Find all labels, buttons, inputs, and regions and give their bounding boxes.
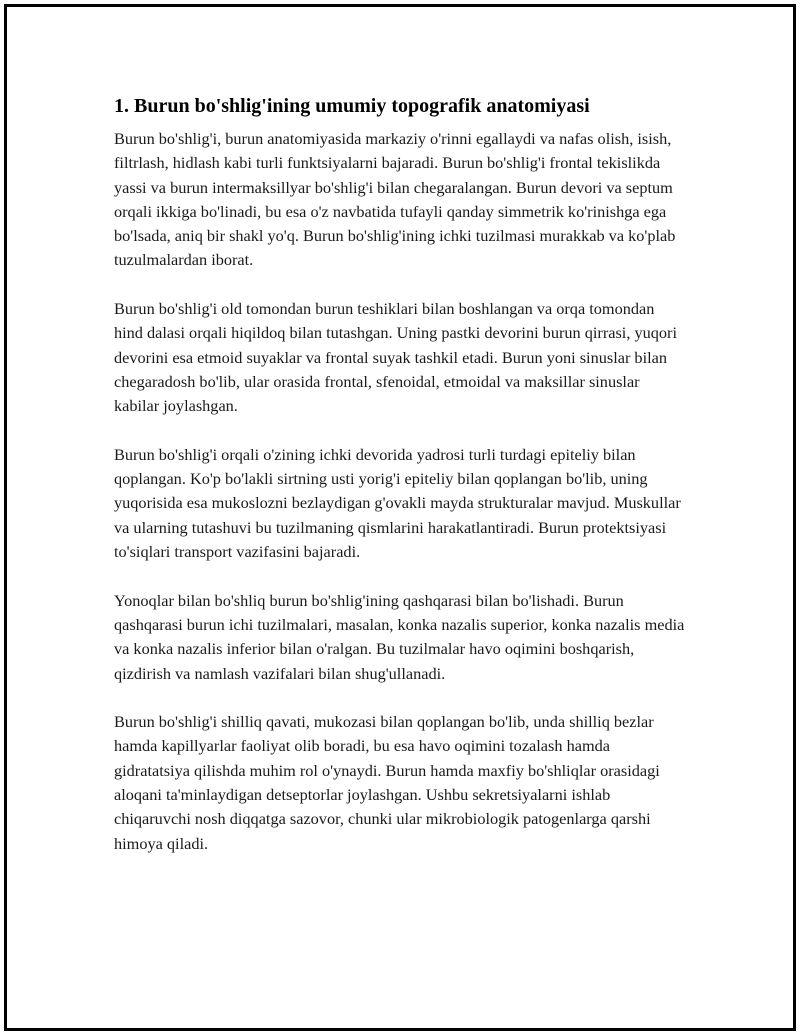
document-body — [114, 93, 686, 880]
section-heading: 1. Burun bo'shlig'ining umumiy topografik anatomiyasi — [114, 95, 590, 117]
paragraph-5: Burun bo'shlig'i shilliq qavati, mukozasi bilan qoplangan bo'lib, unda shilliq bezlar hamda kapillyarlar faoliyat olib boradi, bu esa havo oqimini tozalash hamda gidratatsiya qilishda muhim rol o'ynaydi. Burun hamda maxfiy bo'shliqlar orasidagi aloqani ta'minlaydigan detseptorlar joylashgan. Ushbu sekretsiyalarni ishlab chiqaruvchi nosh diqqatga sazovor, chunki ular mikrobiologik patogenlarga qarshi himoya qiladi. — [114, 712, 660, 853]
paragraph-3: Burun bo'shlig'i orqali o'zining ichki devorida yadrosi turli turdagi epiteliy bilan qoplangan. Ko'p bo'lakli sirtning usti yorig'i epiteliy bilan qoplangan bo'lib, uning yuqorisida esa mukoslozni bezlaydigan g'ovakli mayda strukturalar mavjud. Muskullar va ularning tutashuvi bu tuzilmaning qismlarini harakatlantiradi. Burun protektsiyasi to'siqlari transport vazifasini bajaradi. — [114, 444, 681, 562]
paragraph-1: Burun bo'shlig'i, burun anatomiyasida markaziy o'rinni egallaydi va nafas olish, isish, filtrlash, hidlash kabi turli funktsiyalarni bajaradi. Burun bo'shlig'i frontal tekislikda yassi va burun intermaksillyar bo'shlig'i bilan chegaralangan. Burun devori va septum orqali ikkiga bo'linadi, bu esa o'z navbatida tufayli qanday simmetrik ko'rinishga ega bo'lsada, aniq bir shakl yo'q. Burun bo'shlig'ining ichki tuzilmasi murakkab va ko'plab tuzulmalardan iborat. — [114, 129, 676, 270]
paragraph-2: Burun bo'shlig'i old tomondan burun teshiklari bilan boshlangan va orqa tomondan hind dalasi orqali hiqildoq bilan tutashgan. Uning pastki devorini burun qirrasi, yuqori devorini esa etmoid suyaklar va frontal suyak tashkil etadi. Burun yoni sinuslar bilan chegaradosh bo'lib, ular orasida frontal, sfenoidal, etmoidal va maksillar sinuslar kabilar joylashgan. — [114, 299, 677, 416]
paragraph-4: Yonoqlar bilan bo'shliq burun bo'shlig'ining qashqarasi bilan bo'lishadi. Burun qashqarasi burun ichi tuzilmalari, masalan, konka nazalis superior, konka nazalis media va konka nazalis inferior bilan o'ralgan. Bu tuzilmalar havo oqimini boshqarish, qizdirish va namlash vazifalari bilan shug'ullanadi. — [114, 590, 685, 683]
